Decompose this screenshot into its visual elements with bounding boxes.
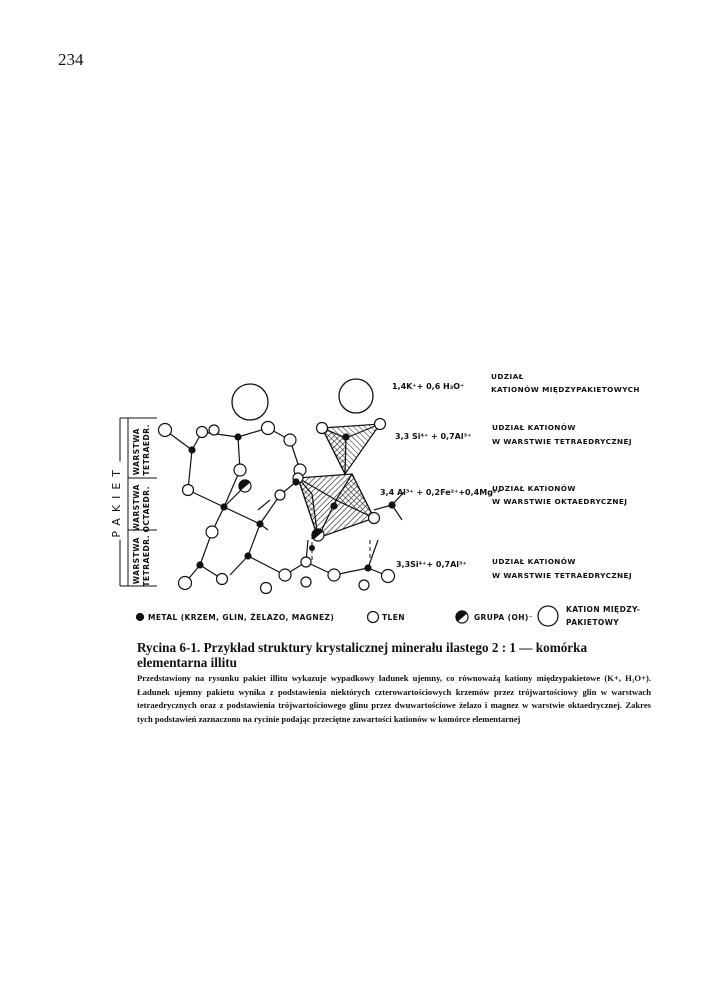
formula-interlayer: 1,4K⁺+ 0,6 H₃O⁺: [392, 382, 465, 391]
label-octa-2: W WARSTWIE OKTAEDRYCZNEJ: [492, 497, 628, 506]
label-pakiet: PAKIET: [110, 464, 123, 538]
label-interlayer-2: KATIONÓW MIĘDZYPAKIETOWYCH: [491, 385, 640, 394]
legend-metal: METAL (KRZEM, GLIN, ŻELAZO, MAGNEZ): [148, 613, 335, 622]
label-interlayer-1: UDZIAŁ: [491, 372, 524, 381]
legend-kation-2: PAKIETOWY: [566, 618, 620, 627]
label-octa-1: UDZIAŁ KATIONÓW: [492, 484, 576, 493]
label-warstwa-mid-b: OCTAEDR.: [142, 486, 151, 533]
label-tetra-bottom-2: W WARSTWIE TETRAEDRYCZNEJ: [492, 571, 633, 580]
tetrahedron-top: [322, 424, 380, 474]
figure-caption-body: Przedstawiony na rysunku pakiet illitu wykazuje wypadkowy ładunek ujemny, co równoważą kationy międzypakietowe (K+, H₃O+). Ładunek ujemny pakietu wynika z podstawienia niektórych czterowartościowych krzemów przez trójwartościowy glin w warstwach tetraedrycznych oraz z podstawienia trójwartościowego glinu przez dwuwartościowe żelazo i magnez w warstwie oktaedrycznej. Zakres tych podstawień zaznaczono na rycinie podając przeciętne zawartości kationów w komórce elementarnej: [137, 673, 651, 724]
label-warstwa-top-a: WARSTWA: [132, 428, 141, 476]
legend-kation-1: KATION MIĘDZY-: [566, 605, 641, 614]
legend-grupa: GRUPA (OH)⁻: [474, 613, 534, 622]
label-tetra-top-1: UDZIAŁ KATIONÓW: [492, 423, 576, 432]
octahedron: [298, 474, 374, 538]
label-warstwa-bot-b: TETRAEDR.: [142, 535, 151, 587]
interlayer-cations: [232, 379, 373, 420]
label-tetra-bottom-1: UDZIAŁ KATIONÓW: [492, 557, 576, 566]
page-number: 234: [58, 50, 84, 69]
label-warstwa-mid-a: WARSTWA: [132, 484, 141, 532]
formula-tetra-top: 3,3 Si⁴⁺ + 0,7Al³⁺: [395, 432, 472, 441]
formula-tetra-bottom: 3,3Si⁴⁺+ 0,7Al³⁺: [396, 560, 467, 569]
label-tetra-top-2: W WARSTWIE TETRAEDRYCZNEJ: [492, 437, 633, 446]
label-warstwa-top-b: TETRAEDR.: [142, 424, 151, 476]
legend-tlen: TLEN: [382, 613, 405, 622]
label-warstwa-bot-a: WARSTWA: [132, 537, 141, 585]
figure-caption-title: Rycina 6-1. Przykład struktury krystalicznej minerału ilastego 2 : 1 — komórka elementarna illitu: [137, 640, 588, 670]
formula-octa: 3,4 Al³⁺ + 0,2Fe²⁺+0,4Mg²⁺: [380, 488, 501, 497]
